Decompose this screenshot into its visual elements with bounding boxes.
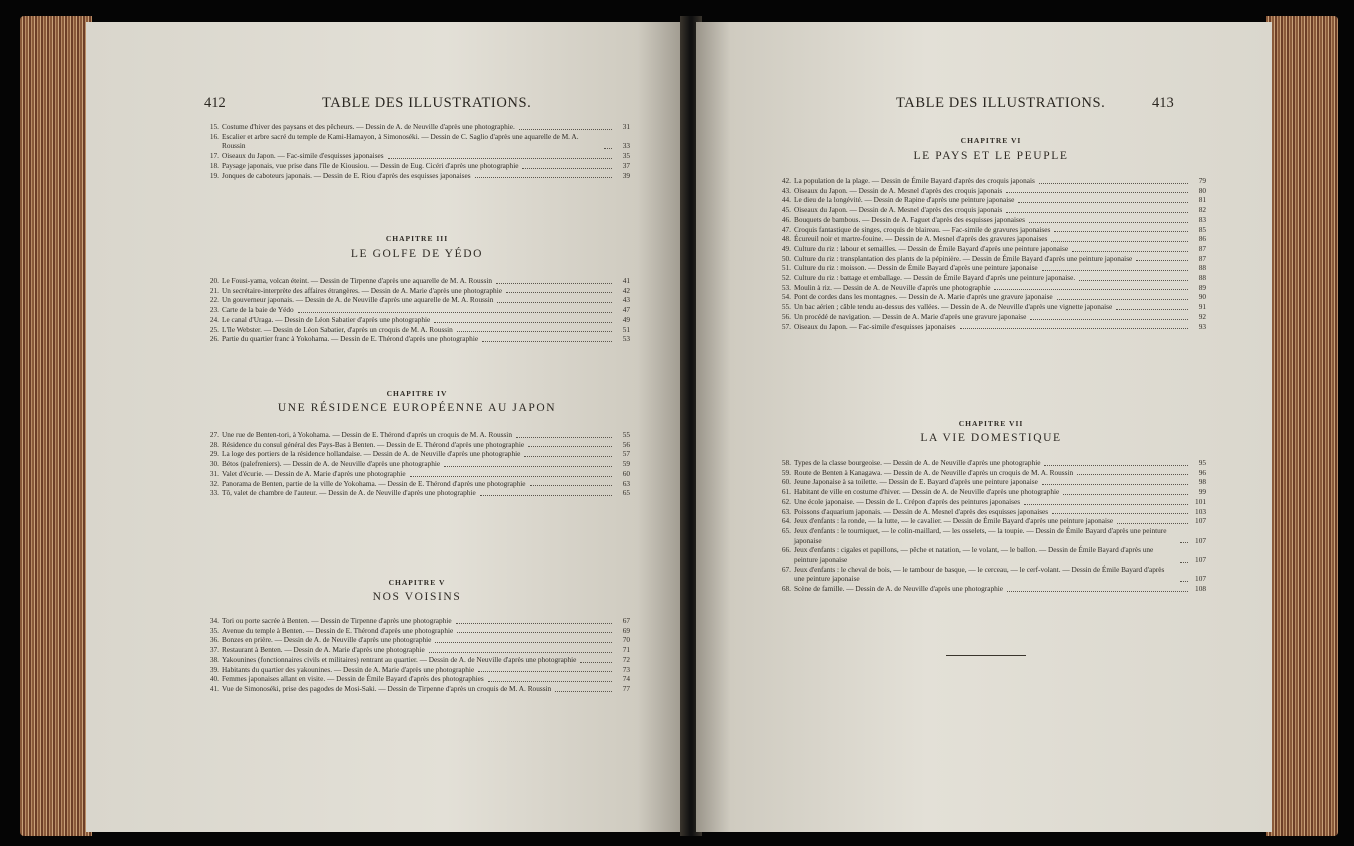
list-item [776,273,1206,283]
chapter-label: CHAPITRE VI [960,136,1022,145]
entry-page: 90 [1198,292,1206,302]
entry-page: 51 [622,324,630,334]
entry-number: 23. [209,305,219,315]
leader-dots [1052,513,1188,514]
leader-dots [1024,504,1188,505]
entry-caption: Une école japonaise. — Dessin de L. Crépon d'après des peintures japonaises [794,496,1021,506]
entry-page: 33 [622,141,630,151]
leader-dots [410,476,612,477]
entry-number: 53. [781,282,791,292]
entry-page: 96 [1198,467,1206,477]
entry-number: 59. [781,467,791,477]
entry-caption: Panorama de Benten, partie de la ville de Yokohama. — Dessin de E. Thérond d'après une photographie [222,478,526,488]
entry-page: 67 [622,616,630,625]
entry-caption: Jeux d'enfants : le tourniquet, — le colin-maillard, — les osselets, — la toupie. — Dessin de Émile Bayard d'après une peinture japonaise [794,525,1167,545]
list-item [776,477,1206,487]
leader-dots [444,466,612,467]
entry-caption: Oiseaux du Japon. — Fac-simile d'esquisses japonaises [222,151,384,161]
list-item [776,516,1206,526]
entry-caption: Pont de cordes dans les montagnes. — Dessin de A. Marie d'après une gravure japonaise [794,292,1053,302]
entry-caption: Bonzes en prière. — Dessin de A. de Neuville d'après une photographie [222,635,432,645]
list-item [204,665,630,675]
leader-dots [960,328,1188,329]
entry-page: 86 [1198,234,1206,244]
entry-page: 101 [1195,496,1206,506]
entry-caption: Moulin à riz. — Dessin de A. de Neuville d'après une photographie [794,282,991,292]
entry-page: 93 [1198,321,1206,331]
entry-caption: La population de la plage. — Dessin de Émile Bayard d'après des croquis japonais [794,176,1035,185]
leader-dots [456,623,612,624]
entry-caption: Un procédé de navigation. — Dessin de A. Marie d'après une gravure japonaise [794,311,1027,321]
entry-number: 55. [781,302,791,312]
leader-dots [475,177,612,178]
entry-number: 15. [209,122,219,131]
entry-caption: Jeune Japonaise à sa toilette. — Dessin de E. Bayard d'après une peinture japonaise [794,477,1038,487]
leader-dots [1116,309,1188,310]
chapter-title: LA VIE DOMESTIQUE [920,432,1062,444]
list-item [776,312,1206,322]
entry-caption: Oiseaux du Japon. — Dessin de A. Mesnel d'après des croquis japonais [794,205,1003,215]
entry-caption: Un gouverneur japonais. — Dessin de A. de Neuville d'après une aquarelle de M. A. Roussin [222,295,494,305]
entry-number: 31. [209,468,219,478]
leader-dots [1051,241,1188,242]
entry-number: 25. [209,324,219,334]
leader-dots [524,456,612,457]
list-item [204,276,630,286]
list-item [204,488,630,498]
list-item [204,430,630,440]
leader-dots [516,437,612,438]
entry-number: 18. [209,160,219,170]
entry-number: 64. [781,516,791,526]
chapter-title: NOS VOISINS [372,591,462,603]
entry-page: 107 [1195,555,1206,565]
entry-caption: Avenue du temple à Benten. — Dessin de E. Thérond d'après une photographie [222,625,454,635]
entry-number: 51. [781,263,791,273]
entry-number: 63. [781,506,791,516]
entry-number: 56. [781,311,791,321]
leader-dots [530,485,612,486]
list-item [776,565,1206,584]
list-item [204,440,630,450]
leader-dots [1006,192,1188,193]
entry-caption: Yakounines (fonctionnaires civils et militaires) rentrant au quartier. — Dessin de A. de Neuville d'après une photographie [222,654,577,664]
entry-caption: Habitant de ville en costume d'hiver. — Dessin de A. de Neuville d'après une photographie [794,487,1060,497]
entry-number: 21. [209,285,219,295]
entry-caption: Bétos (palefreniers). — Dessin de A. de Neuville d'après une photographie [222,459,441,469]
leader-dots [1042,484,1188,485]
entry-page: 80 [1198,185,1206,195]
closing-rule [946,655,1026,656]
list-item [776,263,1206,273]
list-item [776,225,1206,235]
leader-dots [388,158,612,159]
list-item [204,295,630,305]
list-item [776,487,1206,497]
entry-number: 19. [209,170,219,180]
entry-page: 107 [1195,516,1206,526]
entry-number: 28. [209,439,219,449]
entry-caption: Femmes japonaises allant en visite. — Dessin de Émile Bayard d'après des photographies [222,674,484,684]
entry-number: 43. [781,185,791,195]
entry-number: 26. [209,334,219,344]
list-item [204,449,630,459]
leader-dots [994,289,1188,290]
right-page-edges [1266,16,1338,836]
entry-number: 42. [781,176,791,185]
list-item [776,205,1206,215]
leader-dots [480,495,612,496]
entry-number: 24. [209,314,219,324]
entry-caption: Tori ou porte sacrée à Benten. — Dessin de Tirpenne d'après une photographie [222,616,452,625]
entry-page: 55 [622,430,630,439]
entry-caption: Jeux d'enfants : le cheval de bois, — le tambour de basque, — le cerceau, — le cerf-volant. — Dessin de Émile Bayard d'après une peinture japonaise [794,564,1165,584]
entry-number: 30. [209,459,219,469]
leader-dots [429,652,612,653]
entry-page: 73 [622,664,630,674]
list-item [776,186,1206,196]
leader-dots [604,148,612,149]
entry-page: 53 [622,334,630,344]
entry-number: 50. [781,253,791,263]
leader-dots [528,446,612,447]
leader-dots [1136,260,1188,261]
leader-dots [1044,465,1188,466]
entry-caption: La loge des portiers de la résidence hollandaise. — Dessin de A. de Neuville d'après une photographie [222,449,521,459]
entry-caption: Types de la classe bourgeoise. — Dessin de A. de Neuville d'après une photographie [794,458,1041,467]
leader-dots [488,681,612,682]
leader-dots [496,283,612,284]
entry-number: 35. [209,625,219,635]
leader-dots [1180,581,1188,582]
entry-caption: Scène de famille. — Dessin de A. de Neuville d'après une photographie [794,584,1004,594]
entry-page: 43 [622,295,630,305]
list-item [776,195,1206,205]
entry-page: 92 [1198,311,1206,321]
entry-caption: Le dieu de la longévité. — Dessin de Rapine d'après une peinture japonaise [794,195,1015,205]
entry-page: 35 [622,151,630,161]
list-item [776,283,1206,293]
entry-caption: Jeux d'enfants : la ronde, — la lutte, — le cavalier. — Dessin de Émile Bayard d'après une peinture japonaise [794,516,1114,526]
entry-number: 37. [209,645,219,655]
entry-caption: Un bac aérien ; câble tendu au-dessus des vallées. — Dessin de A. de Neuville d'après une vignette japonaise [794,302,1113,312]
entry-page: 72 [622,654,630,664]
chapter-title: LE PAYS ET LE PEUPLE [913,150,1069,162]
entry-caption: Oiseaux du Japon. — Dessin de A. Mesnel d'après des croquis japonais [794,185,1003,195]
list-item [776,545,1206,564]
entry-caption: Culture du riz : battage et emballage. — Dessin de Émile Bayard d'après une peinture japonaise. [794,273,1076,283]
entry-page: 70 [622,635,630,645]
leader-dots [1007,591,1188,592]
list-item [204,469,630,479]
entry-number: 44. [781,195,791,205]
entry-caption: Bouquets de bambous. — Dessin de A. Faguet d'après des esquisses japonaises [794,214,1025,224]
list-item [776,497,1206,507]
entry-number: 20. [209,276,219,285]
list-item [776,234,1206,244]
list-item [204,479,630,489]
open-book [20,16,1338,836]
leader-dots [1057,299,1188,300]
entry-caption: Tô, valet de chambre de l'auteur. — Dessin de A. de Neuville d'après une photographie [222,488,476,498]
entry-caption: Le canal d'Uraga. — Dessin de Léon Sabatier d'après une photographie [222,314,431,324]
right-page-number: 413 [1152,95,1174,111]
leader-dots [457,331,612,332]
entry-page: 99 [1198,487,1206,497]
entry-number: 49. [781,243,791,253]
entry-number: 45. [781,205,791,215]
entry-page: 83 [1198,214,1206,224]
entry-page: 63 [622,478,630,488]
entry-caption: Une rue de Benten-tori, à Yokohama. — Dessin de E. Thérond d'après un croquis de M. A. Roussin [222,430,512,439]
entry-caption: Culture du riz : transplantation des plants de la pépinière. — Dessin de Émile Bayard d'après une peinture japonaise [794,253,1133,263]
entry-page: 87 [1198,253,1206,263]
entry-page: 89 [1198,282,1206,292]
entry-number: 47. [781,224,791,234]
entry-caption: Écureuil noir et martre-fouine. — Dessin de A. Mesnel d'après des gravures japonaises [794,234,1048,244]
entry-caption: Résidence du consul général des Pays-Bas à Benten. — Dessin de E. Thérond d'après une photographie [222,439,525,449]
entry-list [776,458,1206,594]
entry-caption: Restaurant à Benten. — Dessin de A. Marie d'après une photographie [222,645,425,655]
list-item [204,626,630,636]
leader-dots [506,292,612,293]
entry-caption: Croquis fantastique de singes, croquis de blaireau. — Fac-simile de gravures japonaises [794,224,1051,234]
leader-dots [1072,251,1188,252]
leader-dots [1063,494,1188,495]
list-item [776,526,1206,545]
list-item [204,151,630,161]
list-item [204,459,630,469]
entry-caption: Escalier et arbre sacré du temple de Kami-Hamayon, à Simonoséki. — Dessin de C. Saglio d'après une aquarelle de M. A. Roussin [222,131,579,151]
list-item [776,292,1206,302]
entry-page: 60 [622,468,630,478]
entry-number: 46. [781,214,791,224]
leader-dots [482,341,612,342]
entry-number: 60. [781,477,791,487]
entry-number: 27. [209,430,219,439]
leader-dots [1079,280,1188,281]
entry-page: 88 [1198,263,1206,273]
entry-number: 39. [209,664,219,674]
list-item [204,305,630,315]
leader-dots [1180,542,1188,543]
entry-caption: Habitants du quartier des yakounines. — Dessin de A. Marie d'après une photographie [222,664,475,674]
leader-dots [434,322,612,323]
chapter-title: UNE RÉSIDENCE EUROPÉENNE AU JAPON [277,402,557,414]
leader-dots [1117,523,1188,524]
entry-page: 91 [1198,302,1206,312]
entry-page: 65 [622,488,630,498]
list-item [204,122,630,132]
leader-dots [1018,202,1188,203]
entry-page: 87 [1198,243,1206,253]
list-item [776,176,1206,186]
entry-number: 62. [781,496,791,506]
leader-dots [478,671,612,672]
entry-page: 77 [622,683,630,693]
entry-page: 74 [622,674,630,684]
entry-number: 40. [209,674,219,684]
left-page-edges [20,16,92,836]
entry-caption: Route de Benten à Kanagawa. — Dessin de A. de Neuville d'après un croquis de M. A. Roussin [794,467,1074,477]
leader-dots [298,312,612,313]
entry-list [204,122,630,180]
list-item [776,302,1206,312]
entry-page: 42 [622,285,630,295]
leader-dots [1042,270,1188,271]
list-item [776,322,1206,332]
list-item [776,215,1206,225]
entry-list [204,276,630,344]
entry-number: 67. [781,564,791,574]
chapter-label: CHAPITRE III [385,234,449,243]
entry-page: 57 [622,449,630,459]
list-item [204,334,630,344]
left-page-number: 412 [204,95,226,111]
entry-caption: Jeux d'enfants : cigales et papillons, — pêche et natation, — le volant, — le ballon. — Dessin de Émile Bayard d'après une peinture japonaise [794,545,1154,565]
entry-caption: Vue de Simonoséki, prise des pagodes de Mosi-Saki. — Dessin de Tirpenne d'après un croquis de M. A. Roussin [222,683,552,693]
leader-dots [1029,222,1188,223]
chapter-label: CHAPITRE VII [958,419,1024,428]
leader-dots [1030,319,1188,320]
entry-number: 48. [781,234,791,244]
leader-dots [555,691,612,692]
list-item [204,674,630,684]
entry-page: 31 [622,122,630,131]
list-item [204,132,630,151]
list-item [204,635,630,645]
entry-page: 85 [1198,224,1206,234]
entry-caption: Le Fousi-yama, volcan éteint. — Dessin de Tirpenne d'après une aquarelle de M. A. Roussin [222,276,493,285]
list-item [204,655,630,665]
right-page [696,22,1272,832]
entry-caption: Oiseaux du Japon. — Fac-simile d'esquisses japonaises [794,321,956,331]
entry-page: 49 [622,314,630,324]
list-item [776,254,1206,264]
entry-page: 56 [622,439,630,449]
entry-page: 71 [622,645,630,655]
entry-page: 95 [1198,458,1206,467]
leader-dots [1039,183,1188,184]
entry-number: 54. [781,292,791,302]
leader-dots [580,662,612,663]
entry-caption: Paysage japonais, vue prise dans l'île de Kiousiou. — Dessin de Eug. Cicéri d'après une photographie [222,160,519,170]
entry-page: 39 [622,170,630,180]
entry-page: 107 [1195,535,1206,545]
list-item [204,684,630,694]
entry-number: 17. [209,151,219,161]
right-running-head: TABLE DES ILLUSTRATIONS. [896,95,1106,111]
chapter-title: LE GOLFE DE YÉDO [350,248,484,260]
entry-page: 41 [622,276,630,285]
chapter-label: CHAPITRE IV [386,389,448,398]
entry-number: 22. [209,295,219,305]
entry-page: 98 [1198,477,1206,487]
entry-number: 32. [209,478,219,488]
entry-caption: Carte de la baie de Yédo [222,305,294,315]
list-item [204,315,630,325]
entry-number: 38. [209,654,219,664]
leader-dots [457,632,612,633]
entry-page: 103 [1195,506,1206,516]
entry-caption: Poissons d'aquarium japonais. — Dessin de A. Mesnel d'après des esquisses japonaises [794,506,1049,516]
left-running-head: TABLE DES ILLUSTRATIONS. [322,95,532,111]
entry-caption: Jonques de caboteurs japonais. — Dessin de E. Riou d'après des esquisses japonaises [222,170,471,180]
list-item [204,645,630,655]
entry-number: 65. [781,525,791,535]
leader-dots [522,168,612,169]
entry-number: 34. [209,616,219,625]
list-item [776,244,1206,254]
leader-dots [1180,562,1188,563]
entry-page: 47 [622,305,630,315]
list-item [204,171,630,181]
left-page [86,22,686,832]
entry-page: 81 [1198,195,1206,205]
entry-number: 58. [781,458,791,467]
leader-dots [519,129,612,130]
leader-dots [435,642,612,643]
chapter-label: CHAPITRE V [388,578,446,587]
entry-number: 66. [781,545,791,555]
entry-page: 107 [1195,574,1206,584]
entry-caption: Valet d'écurie. — Dessin de A. Marie d'après une photographie [222,468,406,478]
leader-dots [497,302,612,303]
entry-page: 69 [622,625,630,635]
entry-page: 82 [1198,205,1206,215]
entry-number: 52. [781,273,791,283]
entry-number: 36. [209,635,219,645]
entry-number: 68. [781,584,791,594]
entry-list [204,430,630,498]
list-item [204,616,630,626]
leader-dots [1077,474,1188,475]
leader-dots [1054,231,1188,232]
entry-list [204,616,630,694]
entry-page: 88 [1198,273,1206,283]
entry-page: 37 [622,160,630,170]
entry-number: 33. [209,488,219,498]
entry-caption: L'île Webster. — Dessin de Léon Sabatier, d'après un croquis de M. A. Roussin [222,324,453,334]
entry-number: 41. [209,683,219,693]
list-item [776,584,1206,594]
entry-caption: Partie du quartier franc à Yokohama. — Dessin de E. Thérond d'après une photographie [222,334,479,344]
entry-list [776,176,1206,331]
list-item [776,468,1206,478]
list-item [204,325,630,335]
entry-page: 59 [622,459,630,469]
entry-caption: Culture du riz : moisson. — Dessin de Émile Bayard d'après une peinture japonaise [794,263,1038,273]
entry-page: 108 [1195,584,1206,594]
entry-number: 57. [781,321,791,331]
entry-number: 61. [781,487,791,497]
entry-number: 16. [209,131,219,141]
list-item [776,507,1206,517]
entry-caption: Culture du riz : labour et semailles. — Dessin de Émile Bayard d'après une peinture japonaise [794,243,1069,253]
leader-dots [1006,212,1188,213]
list-item [204,286,630,296]
entry-caption: Un secrétaire-interprète des affaires étrangères. — Dessin de A. Marie d'après une photographie [222,285,502,295]
list-item [776,458,1206,468]
entry-page: 79 [1198,176,1206,185]
entry-caption: Costume d'hiver des paysans et des pêcheurs. — Dessin de A. de Neuville d'après une photographie. [222,122,515,131]
list-item [204,161,630,171]
entry-number: 29. [209,449,219,459]
